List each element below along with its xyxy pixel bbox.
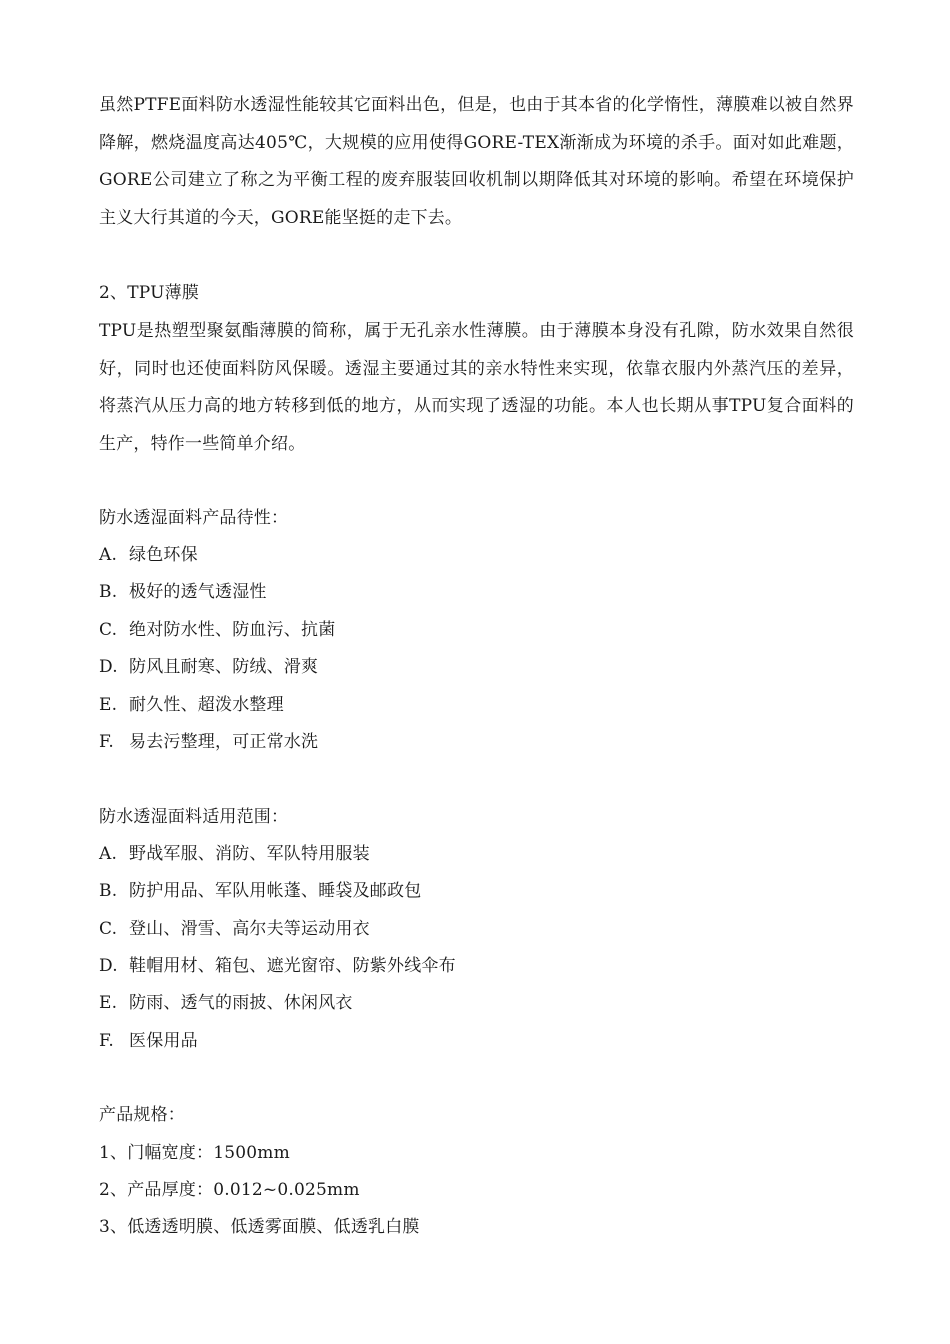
list-item-letter: D.: [99, 657, 118, 677]
list-item-letter: E.: [99, 695, 118, 715]
list-item-text: 医保用品: [129, 1031, 198, 1051]
list-item-letter: F.: [99, 1031, 114, 1051]
list-item-text: 鞋帽用材、箱包、遮光窗帘、防紫外线伞布: [129, 956, 456, 976]
tpu-paragraph: TPU是热塑型聚氨酯薄膜的简称，属于无孔亲水性薄膜。由于薄膜本身没有孔隙，防水效果自然很好，同时也还使面料防风保暖。透湿主要通过其的亲水特性来实现，依靠衣服内外蒸汽压的差异，将蒸汽从压力高的地方转移到低的地方，从而实现了透湿的功能。本人也长期从事TPU复合面料的生产，特作一些简单介绍。: [99, 321, 854, 454]
list-item: [99, 836, 370, 874]
list-item-letter: C.: [99, 919, 118, 939]
list-item-text: 易去污整理，可正常水洗: [129, 732, 319, 752]
spec-item: 2、产品厚度：0.012~0.025mm: [99, 1180, 360, 1200]
list-item-letter: D.: [99, 956, 118, 976]
list-item-letter: C.: [99, 620, 118, 640]
applications-heading: 防水透湿面料适用范围：: [99, 807, 289, 827]
spec-item: 3、低透透明膜、低透雾面膜、低透乳白膜: [99, 1217, 420, 1237]
list-item-letter: E.: [99, 993, 118, 1013]
list-item-text: 绝对防水性、防血污、抗菌: [129, 620, 336, 640]
list-item: [99, 724, 318, 762]
features-heading: 防水透湿面料产品待性：: [99, 508, 289, 528]
list-item-text: 野战军服、消防、军队特用服装: [129, 844, 370, 864]
list-item-text: 防护用品、军队用帐蓬、睡袋及邮政包: [129, 881, 422, 901]
spec-item: 1、门幅宽度：1500mm: [99, 1143, 290, 1163]
list-item: [99, 687, 284, 725]
list-item-letter: B.: [99, 582, 118, 602]
list-item: [99, 911, 370, 949]
tpu-section-heading: 2、TPU薄膜: [99, 283, 200, 303]
list-item-text: 极好的透气透湿性: [129, 582, 267, 602]
list-item-text: 防风且耐寒、防绒、滑爽: [129, 657, 319, 677]
list-item: [99, 612, 335, 650]
list-item-text: 防雨、透气的雨披、休闲风衣: [129, 993, 353, 1013]
list-item-letter: A.: [99, 545, 118, 565]
list-item: [99, 873, 421, 911]
list-item-letter: B.: [99, 881, 118, 901]
list-item-letter: A.: [99, 844, 118, 864]
list-item: [99, 948, 456, 986]
list-item: [99, 574, 267, 612]
list-item-letter: F.: [99, 732, 114, 752]
list-item-text: 登山、滑雪、高尔夫等运动用衣: [129, 919, 370, 939]
list-item: [99, 985, 353, 1023]
list-item-text: 绿色环保: [129, 545, 198, 565]
list-item: [99, 1023, 198, 1061]
list-item: [99, 537, 198, 575]
intro-paragraph: 虽然PTFE面料防水透湿性能较其它面料出色，但是，也由于其本省的化学惰性，薄膜难以被自然界降解，燃烧温度高达405℃，大规模的应用使得GORE-TEX渐渐成为环境的杀手。面对如此难题，GORE公司建立了称之为平衡工程的废弃服装回收机制以期降低其对环境的影响。希望在环境保护主义大行其道的今天，GORE能坚挺的走下去。: [99, 95, 854, 228]
specs-heading: 产品规格：: [99, 1105, 185, 1125]
list-item-text: 耐久性、超泼水整理: [129, 695, 284, 715]
list-item: [99, 649, 318, 687]
